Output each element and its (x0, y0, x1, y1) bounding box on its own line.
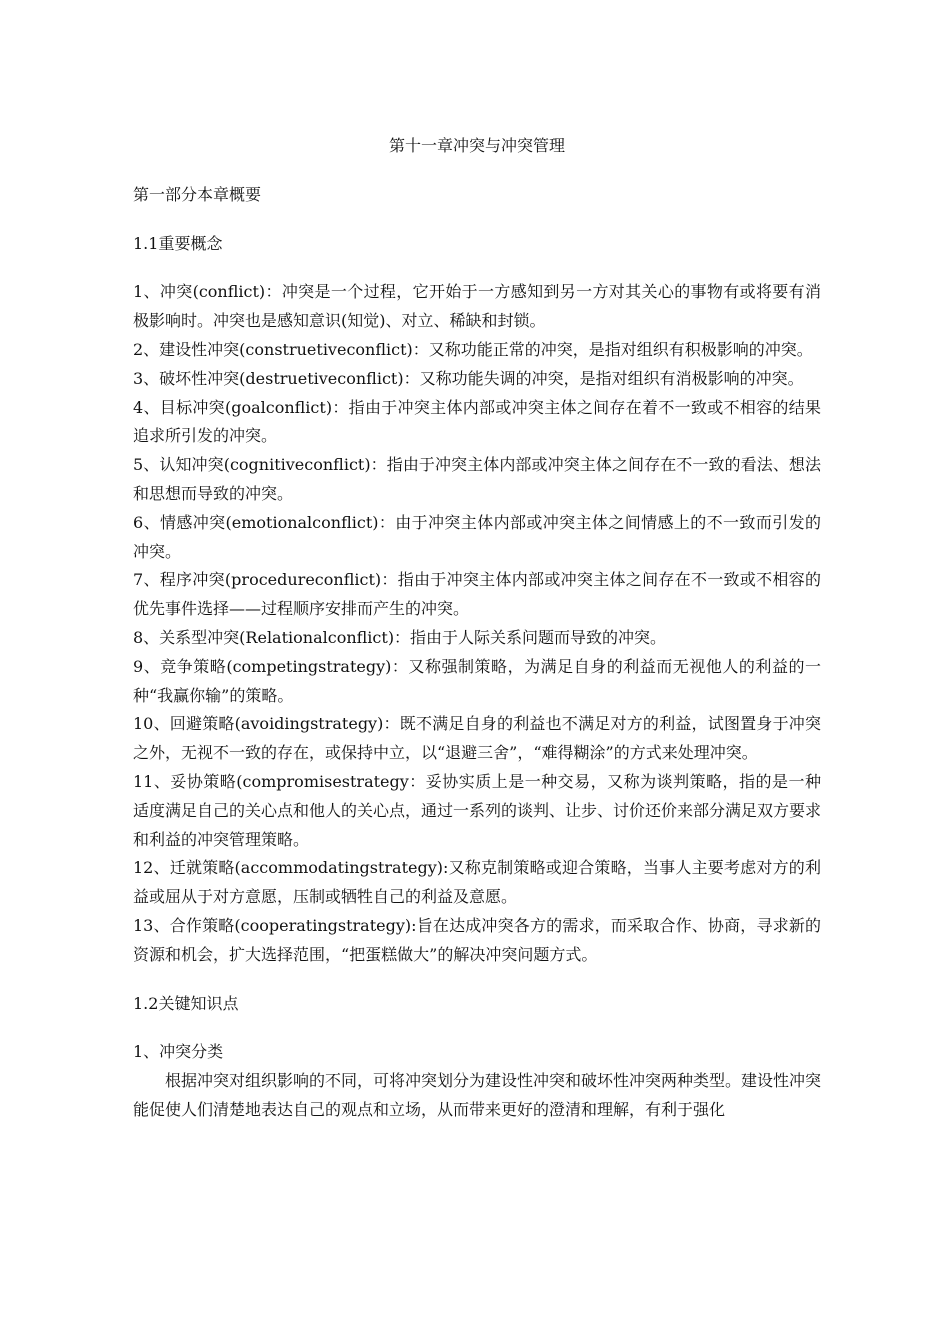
concept-item-3: 3、破坏性冲突(destruetiveconflict)：又称功能失调的冲突，是指对组织有消极影响的冲突。 (133, 368, 804, 388)
body-paragraph: 根据冲突对组织影响的不同，可将冲突划分为建设性冲突和破坏性冲突两种类型。建设性冲突能促使人们清楚地表达自己的观点和立场，从而带来更好的澄清和理解，有利于强化 (133, 1071, 822, 1119)
document-body (133, 132, 821, 1125)
concept-item-13: 13、合作策略(cooperatingstrategy):旨在达成冲突各方的需求，而采取合作、协商，寻求新的资源和机会，扩大选择范围，“把蛋糕做大”的解决冲突问题方式。 (133, 915, 821, 964)
section-heading-key-points: 1.2关键知识点 (133, 993, 239, 1013)
concept-item-2: 2、建设性冲突(construetiveconflict)：又称功能正常的冲突，是指对组织有积极影响的冲突。 (133, 339, 813, 359)
concept-item-9: 9、竞争策略(competingstrategy)：又称强制策略，为满足自身的利益而无视他人的利益的一种“我赢你输”的策略。 (133, 656, 821, 705)
concept-item-12: 12、迁就策略(accommodatingstrategy):又称克制策略或迎合策略，当事人主要考虑对方的利益或屈从于对方意愿，压制或牺牲自己的利益及意愿。 (133, 858, 821, 907)
concept-list (133, 278, 821, 969)
section-heading-concepts: 1.1重要概念 (133, 233, 223, 253)
chapter-title: 第十一章冲突与冲突管理 (388, 136, 565, 155)
concept-item-1: 1、冲突(conflict)：冲突是一个过程，它开始于一方感知到另一方对其关心的事物有或将要有消极影响时。冲突也是感知意识(知觉)、对立、稀缺和封锁。 (133, 282, 821, 331)
concept-item-11: 11、妥协策略(compromisestrategy：妥协实质上是一种交易，又称为谈判策略，指的是一种适度满足自己的关心点和他人的关心点，通过一系列的谈判、让步、讨价还价来部分满足双方要求和利益的冲突管理策略。 (133, 771, 822, 849)
concept-item-4: 4、目标冲突(goalconflict)：指由于冲突主体内部或冲突主体之间存在着不一致或不相容的结果追求所引发的冲突。 (133, 397, 821, 446)
concept-item-10: 10、回避策略(avoidingstrategy)：既不满足自身的利益也不满足对方的利益，试图置身于冲突之外，无视不一致的存在，或保持中立，以“退避三舍”，“难得糊涂”的方式来处理冲突。 (133, 714, 821, 763)
concept-item-6: 6、情感冲突(emotionalconflict)：由于冲突主体内部或冲突主体之间情感上的不一致而引发的冲突。 (133, 512, 821, 561)
concept-item-5: 5、认知冲突(cognitiveconflict)：指由于冲突主体内部或冲突主体之间存在不一致的看法、想法和思想而导致的冲突。 (133, 455, 821, 503)
subheading-conflict-classification: 1、冲突分类 (133, 1042, 224, 1062)
concept-item-7: 7、程序冲突(procedureconflict)：指由于冲突主体内部或冲突主体之间存在不一致或不相容的优先事件选择——过程顺序安排而产生的冲突。 (133, 570, 821, 619)
concept-item-8: 8、关系型冲突(Relationalconflict)：指由于人际关系问题而导致的冲突。 (133, 627, 667, 647)
part-heading: 第一部分本章概要 (133, 184, 262, 204)
